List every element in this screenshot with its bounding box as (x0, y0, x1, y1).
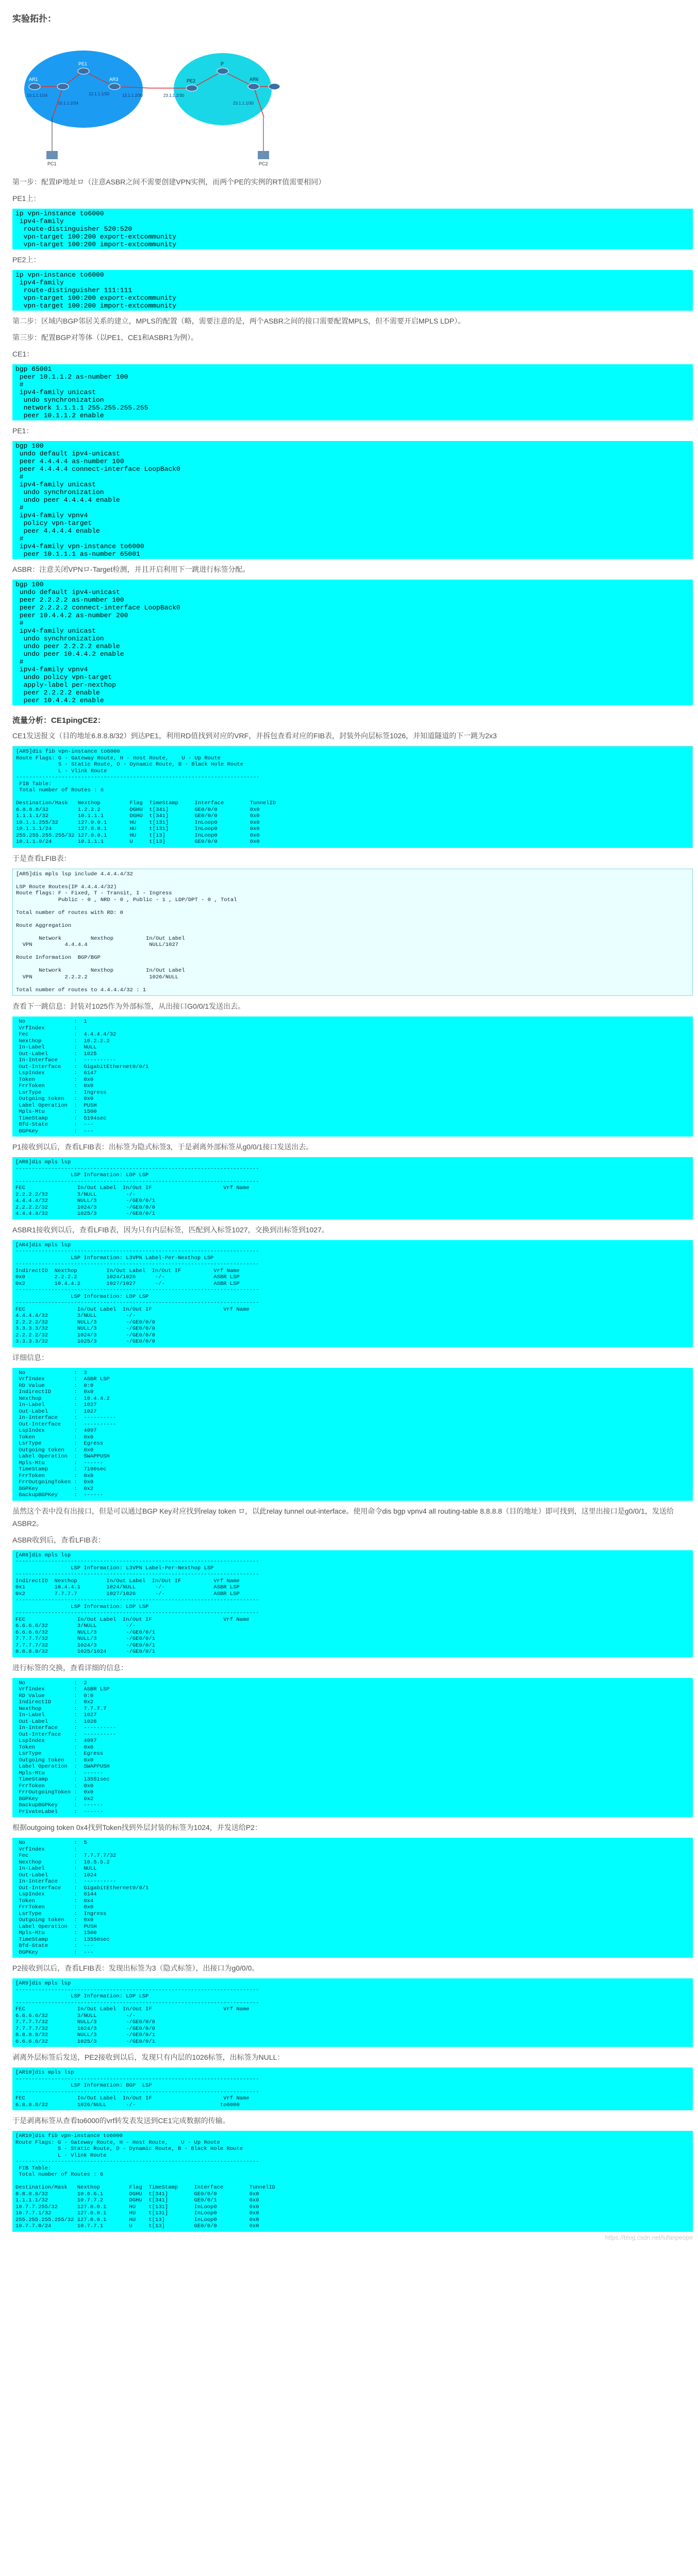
analysis-heading: 流量分析：CE1pingCE2： (12, 716, 106, 725)
pc-icons (46, 151, 269, 159)
pe1-label: PE1上： (12, 194, 41, 202)
analysis-p8: ASBR收到后，查看LFIB表： (12, 1535, 105, 1544)
analysis-p4: P1接收到以后，查看LFIB表：出标签为隐式标签3，于是剥离外部标签从g0/0/1接口发送出去。 (12, 1143, 313, 1151)
fib-screenshot-pe1: [AR5]dis fib vpn-instance to6000 Route Flags: G - Gateway Route, H - Host Route, U - Up Route S - Static Route, D - Dynamic Route, B - Black Hole Route L - Vlink Route --------------------------------------------------------------------------- FIB Table: Total number of Routes : 6 Destination/Mask Nexthop Flag TimeStamp Interface TunnelID 6.8.8.8/32 1.2.2.2 DGHU t[341] GE0/0/0 0x0 1.1.1.1/32 10.1.1.1 DGHU t[341] GE0/0/0 0x0 10.1.1.255/32 127.0.0.1 HU t[131] InLoop0 0x0 10.1.1.1/24 127.0.0.1 HU t[131] InLoop0 0x0 255.255.255.255/32 127.0.0.1 HU t[13] InLoop0 0x0 10.1.1.0/24 10.1.1.1 U t[13] GE0/0/0 0x0 (12, 746, 693, 848)
ip-label: 10.1.1.2/24 (58, 101, 79, 106)
step1-text: 第一步：配置IP地址ロ（注意ASBR之间不需要创建VPN实例，而两个PE的实例的RT值需要相同） (12, 178, 326, 186)
lfib-screenshot-p2: [AR9]dis mpls lsp --------------------------------------------------------------------------- LSP Information: LDP LSP --------------------------------------------------------------------------- FEC In/Out Label In/Out IF Vrf Name 6.6.6.6/32 3/NULL -/- 7.7.7.7/32 NULL/3 -/GE0/0/0 7.7.7.7/32 1024/3 -/GE0/0/0 8.8.8.8/32 NULL/3 -/GE0/0/1 6.6.6.6/32 1025/3 -/GE0/0/1 (12, 1978, 693, 2047)
lsp-detail-asbr1: No : 3 VrfIndex : ASBR LSP RD Value : 0:0 IndirectID : 0x0 Nexthop : 10.4.4.2 In-Label : 1027 Out-Label : 1027 In-Interface : ---------- Out-Interface : ---------- LspIndex : 4097 Token : 0x0 LsrType : Egress Outgoing token : 0x0 Label Operation : SWAPPUSH Mpls-Mtu : ------ TimeStamp : 7190sec FrrToken : 0x0 FrrOutgoingToken : 0x0 BGPKey : 0x2 BackupBGPKey : ------ (12, 1368, 693, 1501)
pe1-bgp-code: bgp 100 undo default ipv4-unicast peer 4.4.4.4 as-number 100 peer 4.4.4.4 connect-interface LoopBack0 # ipv4-family unicast undo synchronization undo peer 4.4.4.4 enable # ipv4-family vpnv4 policy vpn-target peer 4.4.4.4 enable # ipv4-family vpn-instance to6000 peer 10.1.1.1 as-number 65001 (12, 441, 693, 559)
pe2-label: PE2上： (12, 256, 41, 264)
watermark-text: https://blog.csdn.net/lufanpeope (605, 2233, 693, 2241)
ip-label: 23.1.1.2/30 (163, 93, 185, 98)
step3-text: 第三步：配置BGP对等体（以PE1、CE1和ASBR1为例）。 (12, 333, 198, 342)
article (12, 0, 693, 2241)
router-label: AR3 (109, 77, 119, 82)
section-title: 实验拓扑： (12, 14, 56, 24)
ip-label: 23.1.1.1/30 (233, 101, 254, 106)
asbr-note: ASBR：注意关闭VPNロ-Target检测，并且开启利用下一跳进行标签分配。 (12, 565, 250, 573)
ip-label: 12.1.1.2/30 (122, 93, 143, 98)
analysis-p7: 虽然这个表中没有出接口，但是可以通过BGP Key对应找到relay token ロ，以此relay tunnel out-interface。使用命令dis bgp vpnv4 all routing-table 8.8.8.8（目的地址）即可找到，这里出接口是g0/0/1，发送给ASBR2。 (12, 1506, 674, 1528)
analysis-p5: ASBR1接收到以后，查看LFIB表，因为只有内层标签，匹配到入标签1027，交换到出标签到1027。 (12, 1225, 329, 1234)
lfib-screenshot-p1: [AR6]dis mpls lsp --------------------------------------------------------------------------- LSP Information: LDP LSP --------------------------------------------------------------------------- FEC In/Out Label In/Out IF Vrf Name 2.2.2.2/32 3/NULL -/- 4.4.4.4/32 NULL/3 -/GE0/0/1 2.2.2.2/32 1024/3 -/GE0/0/0 4.4.4.4/32 1025/3 -/GE0/0/1 (12, 1157, 693, 1219)
topology-diagram (16, 32, 285, 172)
analysis-p3: 查看下一跳信息：封装对1025作为外部标签，从出接口G0/0/1发送出去。 (12, 1002, 245, 1010)
analysis-p12: 剥离外层标签后发送，PE2接收到以后，发现只有内层的1026标签，出标签为NULL： (12, 2053, 285, 2061)
pe2-config-code: ip vpn-instance to6000 ipv4-family route-distinguisher 111:111 vpn-target 100:200 export-extcommunity vpn-target 100:200 import-extcommunity (12, 270, 693, 311)
step2-text: 第二步：区域内BGP邻居关系的建立，MPLS的配置（略，需要注意的是，两个ASBR之间的接口需要配置MPLS，但不需要开启MPLS LDP）。 (12, 317, 466, 325)
pc-label: PC1 (47, 161, 57, 166)
lfib-screenshot-pe1: [AR5]dis mpls lsp include 4.4.4.4/32 LSP Route Routes(IP 4.4.4.4/32) Route flags: F - Fixed, T - Transit, I - Ingress Public - 0 , NRD - 0 , Public - 1 , LDP/DPT - 0 , Total Total number of routes with RD: 0 Route Aggregation Network Nexthop In/Out Label VPN 4.4.4.4 NULL/1027 Route Information BGP/BGP Network Nexthop In/Out Label VPN 2.2.2.2 1026/NULL Total number of routes to 4.4.4.4/32 : 1 (12, 869, 693, 996)
ce1-label: CE1： (12, 350, 34, 358)
analysis-p13: 于是剥离标签从查看to6000的vrf转发表发送到CE1完成数据的传输。 (12, 2116, 230, 2125)
router-label: AR1 (29, 77, 38, 82)
router-label: AR6 (250, 77, 259, 82)
analysis-p2: 于是查看LFIB表： (12, 854, 71, 862)
analysis-p11: P2接收到以后，查看LFIB表：发现出标签为3（隐式标签），出接口为g0/0/0。 (12, 1964, 259, 1972)
lsp-detail-asbr2: No : 2 VrfIndex : ASBR LSP RD Value : 0:0 IndirectID : 0x2 Nexthop : 7.7.7.7 In-Label : 1027 Out-Label : 1026 In-Interface : ---------- Out-Interface : ---------- LspIndex : 4097 Token : 0x0 LsrType : Egress Outgoing token : 0x0 Label Operation : SWAPPUSH Mpls-Mtu : ------ TimeStamp : 13551sec FrrToken : 0x0 FrrOutgoingToken : 0x0 BGPKey : 0x2 BackupBGPKey : ------ PrivateLabel : ------ (12, 1678, 693, 1818)
router-label: P (221, 61, 224, 66)
lfib-screenshot-asbr2: [AR8]dis mpls lsp --------------------------------------------------------------------------- LSP Information: L3VPN Label-Per-Nexthop LSP --------------------------------------------------------------------------- IndirectID Nexthop In/Out Label In/Out IF Vrf Name 0x1 10.4.4.1 1024/NULL -/- ASBR LSP 0x2 7.7.7.7 1027/1026 -/- ASBR LSP --------------------------------------------------------------------------- LSP Information: LDP LSP --------------------------------------------------------------------------- FEC In/Out Label In/Out IF Vrf Name 6.6.6.6/32 3/NULL -/- 6.6.6.6/32 NULL/3 -/GE0/0/1 7.7.7.7/32 NULL/3 -/GE0/0/1 7.7.7.7/32 1024/3 -/GE0/0/1 8.8.8.8/32 1025/1024 -/GE0/0/1 (12, 1550, 693, 1657)
lfib-screenshot-pe2: [AR10]dis mpls lsp --------------------------------------------------------------------------- LSP Information: BGP LSP --------------------------------------------------------------------------- FEC In/Out Label In/Out IF Vrf Name 6.8.8.8/32 1026/NULL -/- to6000 (12, 2067, 693, 2110)
analysis-p9: 进行标签的交换，查看详细的信息： (12, 1663, 128, 1672)
ip-label: 10.1.1.1/24 (27, 93, 48, 98)
router-label: PE1 (78, 61, 88, 66)
ip-label: 12.1.1.1/30 (89, 92, 110, 96)
lfib-screenshot-asbr1: [AR4]dis mpls lsp --------------------------------------------------------------------------- LSP Information: L3VPN Label-Per-Nexthop LSP --------------------------------------------------------------------------- IndirectID Nexthop In/Out Label In/Out IF Vrf Name 0x0 2.2.2.2 1024/1026 -/- ASBR LSP 0x2 10.4.4.2 1027/1027 -/- ASBR LSP --------------------------------------------------------------------------- LSP Information: LDP LSP --------------------------------------------------------------------------- FEC In/Out Label In/Out IF Vrf Name 4.4.4.4/32 3/NULL -/- 2.2.2.2/32 NULL/3 -/GE0/0/0 3.3.3.3/32 NULL/3 -/GE0/0/0 2.2.2.2/32 1024/3 -/GE0/0/0 3.3.3.3/32 1025/3 -/GE0/0/0 (12, 1240, 693, 1347)
router-label: PE2 (187, 78, 196, 83)
pc-label: PC2 (259, 161, 268, 166)
pe1-bgp-label: PE1： (12, 427, 34, 435)
fib-screenshot-pe2: [AR10]dis fib vpn-instance to6000 Route Flags: G - Gateway Route, H - Host Route, U - Up Route S - Static Route, D - Dynamic Route, B - Black Hole Route L - Vlink Route --------------------------------------------------------------------------- FIB Table: Total number of Routes : 6 Destination/Mask Nexthop Flag TimeStamp Interface TunnelID 8.8.8.8/32 10.6.6.1 DGHU t[341] GE0/0/0 0x0 1.1.1.1/32 10.7.7.2 DGHU t[341] GE0/0/1 0x0 10.7.7.255/32 127.0.0.1 HU t[131] InLoop0 0x0 10.7.7.1/32 127.0.0.1 HU t[131] InLoop0 0x0 255.255.255.255/32 127.0.0.1 HU t[13] InLoop0 0x0 10.7.7.0/24 10.7.7.1 U t[13] GE0/0/0 0x0 (12, 2131, 693, 2232)
ce1-config-code: bgp 65001 peer 10.1.1.2 as-number 100 # ipv4-family unicast undo synchronization network 1.1.1.1 255.255.255.255 peer 10.1.1.2 enable (12, 364, 693, 420)
asbr-bgp-code: bgp 100 undo default ipv4-unicast peer 2.2.2.2 as-number 100 peer 2.2.2.2 connect-interface LoopBack0 peer 10.4.4.2 as-number 200 # ipv4-family unicast undo synchronization undo peer 2.2.2.2 enable undo peer 10.4.4.2 enable # ipv4-family vpnv4 undo policy vpn-target apply-label per-nexthop peer 2.2.2.2 enable peer 10.4.4.2 enable (12, 580, 693, 705)
analysis-p6: 详细信息： (12, 1353, 48, 1362)
lsp-detail-pe1: No : 1 VrfIndex : Fec : 4.4.4.4/32 Nexthop : 10.2.2.2 In-Label : NULL Out-Label : 1025 In-Interface : ---------- Out-Interface : GigabitEthernet0/0/1 LspIndex : 6147 Token : 0x0 FrrToken : 0x0 LsrType : Ingress Outgoing token : 0x0 Label Operation : PUSH Mpls-Mtu : 1500 TimeStamp : 5194sec Bfd-State : --- BGPKey : --- (12, 1016, 693, 1137)
pe1-config-code: ip vpn-instance to6000 ipv4-family route-distinguisher 520:520 vpn-target 100:200 export-extcommunity vpn-target 100:200 import-extcommunity (12, 209, 693, 249)
analysis-p10: 根据outgoing token 0x4找到Token找到外层封装的标签为1024，并发送给P2： (12, 1823, 262, 1832)
lsp-detail-token: No : 5 VrfIndex : Fec : 7.7.7.7/32 Nexthop : 10.5.5.2 In-Label : NULL Out-Label : 1024 In-Interface : ---------- Out-Interface : GigabitEthernet0/0/1 LspIndex : 6144 Token : 0x4 FrrToken : 0x0 LsrType : Ingress Outgoing token : 0x0 Label Operation : PUSH Mpls-Mtu : 1500 TimeStamp : 13550sec Bfd-State : --- BGPKey : --- (12, 1838, 693, 1958)
analysis-p1: CE1发送报文（目的地址6.8.8.8/32）到达PE1，利用RD值找到对应的VRF，并拆包查看对应的FIB表，封装外向层标签1026，并知道隧道的下一跳为2x3 (12, 732, 497, 740)
